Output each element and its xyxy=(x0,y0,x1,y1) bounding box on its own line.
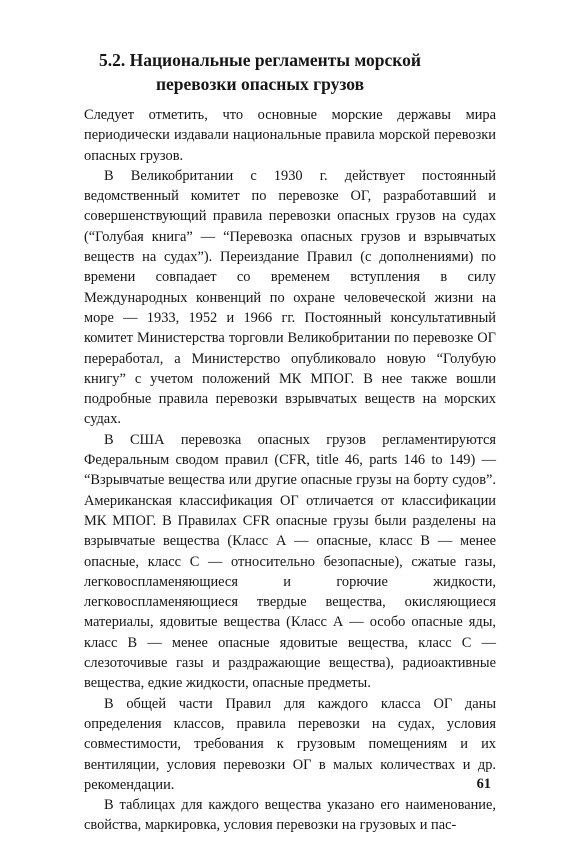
page-number: 61 xyxy=(476,776,491,792)
paragraph-great-britain: В Великобритании с 1930 г. действует постоянный ведомственный комитет по перевозке ОГ, разработавший и совершенствующий правила перевозки опасных грузов на судах (“Голубая книга” — “Перевозка опасных грузов и взрывчатых веществ на судах”). Переиздание Правил (с дополнениями) по времени совпадает со временем вступления в силу Международных конвенций по охране человеческой жизни на море — 1933, 1952 и 1966 гг. Постоянный консультативный комитет Министерства торговли Великобритании по перевозке ОГ переработал, а Министерство опубликовало новую “Голубую книгу” с учетом положений МК МПОГ. В нее также вошли подробные правила перевозки взрывчатых веществ на морских судах. xyxy=(84,167,496,428)
paragraph-tables: В таблицах для каждого вещества указано его наименование, свойства, маркировка, условия перевозки на грузовых и пас- xyxy=(84,797,496,834)
section-heading xyxy=(60,48,460,96)
body-text xyxy=(84,105,496,836)
section-heading-line-1: 5.2. Национальные регламенты морской xyxy=(98,50,421,70)
paragraph-general-part: В общей части Правил для каждого класса ОГ даны определения классов, правила перевозки на судах, условия совместимости, требования к грузовым помещениям и их вентиляции, условия перевозки ОГ в малых количествах и др. рекомендации. xyxy=(84,695,496,793)
paragraph-usa: В США перевозка опасных грузов регламентируются Федеральным сводом правил (CFR, title 46, parts 146 to 149) — “Взрывчатые вещества или другие опасные грузы на борту судов”. Американская классификация ОГ отличается от классификации МК МПОГ. В Правилах CFR опасные грузы были разделены на взрывчатые вещества (Класс А — опасные, класс В — менее опасные, класс С — относительно безопасные), сжатые газы, легковоспламеняющиеся и горючие жидкости, легковоспламеняющиеся твердые вещества, окисляющиеся материалы, ядовитые вещества (Класс А — особо опасные яды, класс В — менее опасные ядовитые вещества, класс С — слезоточивые газы и раздражающие вещества), радиоактивные вещества, едкие жидкости, опасные предметы. xyxy=(84,431,496,692)
section-heading-line-2: перевозки опасных грузов xyxy=(155,74,365,94)
paragraph-intro: Следует отметить, что основные морские державы мира периодически издавали национальные правила морской перевозки опасных грузов. xyxy=(84,107,496,164)
